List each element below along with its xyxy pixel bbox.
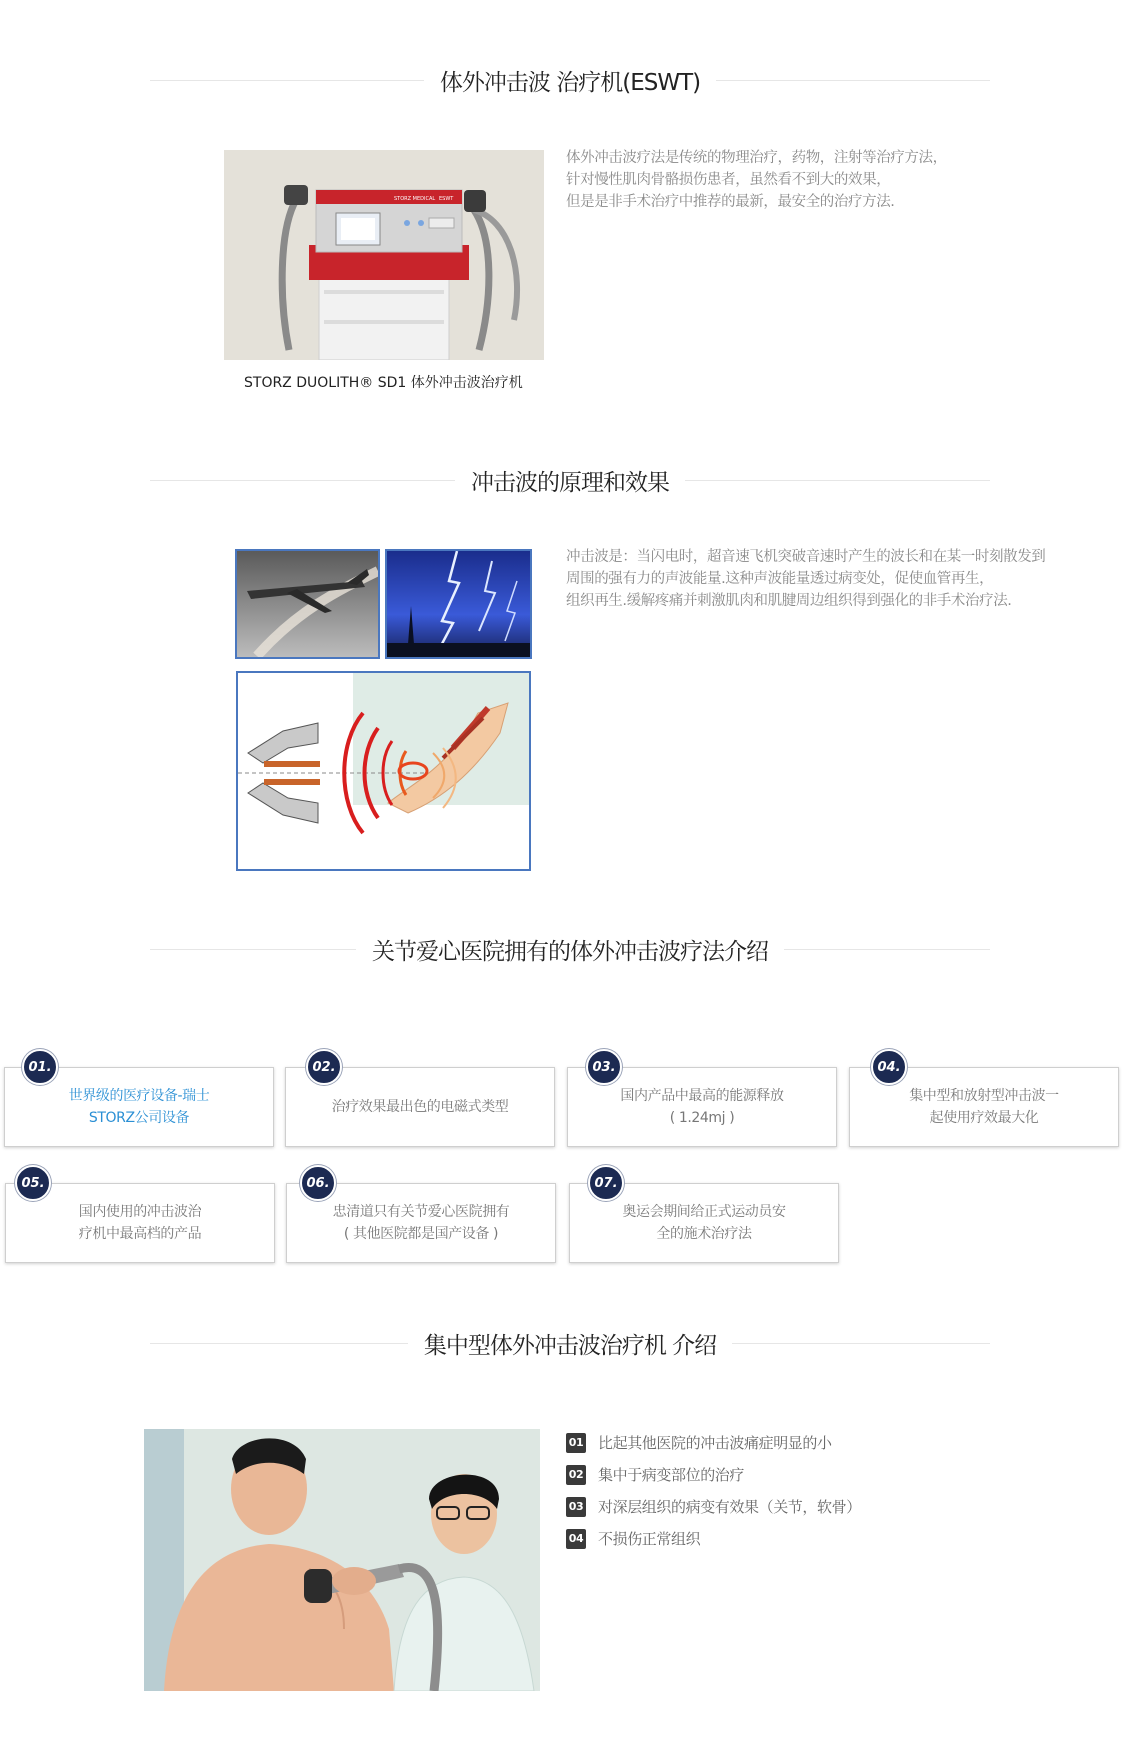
eswt-description: 体外冲击波疗法是传统的物理治疗，药物，注射等治疗方法， 针对慢性肌肉骨骼损伤患者，虽然看不到大的效果， 但是是非手术治疗中推荐的最新，最安全的治疗方法.: [566, 150, 947, 210]
focused-benefit-04: 04 不损伤正常组织: [566, 1528, 700, 1549]
feature-card-07: 奥运会期间给正式运动员安 全的施术治疗法: [569, 1183, 839, 1263]
feature-badge-04: 04.: [871, 1049, 907, 1085]
shockwave-diagram: [236, 671, 531, 871]
storz-machine-photo: [224, 150, 544, 360]
feature-card-01: 世界级的医疗设备-瑞士 STORZ公司设备: [4, 1067, 274, 1147]
section-title-focused-eswt: 集中型体外冲击波治疗机 介绍: [150, 1326, 990, 1360]
focused-benefit-02: 02 集中于病变部位的治疗: [566, 1464, 744, 1485]
svg-text:ESWT: ESWT: [439, 196, 454, 202]
principle-description: 冲击波是：当闪电时，超音速飞机突破音速时产生的波长和在某一时刻散发到 周围的强有力的声波能量.这种声波能量透过病变处，促使血管再生， 组织再生.缓解疼痛并刺激肌肉和肌腱周边组织得到强化的非手术治疗法.: [566, 549, 1046, 609]
feature-badge-01: 01.: [22, 1049, 58, 1085]
feature-card-02: 治疗效果最出色的电磁式类型: [285, 1067, 555, 1147]
section-title-features: 关节爱心医院拥有的体外冲击波疗法介绍: [150, 932, 990, 966]
feature-badge-03: 03.: [586, 1049, 622, 1085]
feature-badge-02: 02.: [306, 1049, 342, 1085]
treatment-photo: [144, 1429, 540, 1691]
section-title-principle: 冲击波的原理和效果: [150, 463, 990, 497]
feature-card-06: 忠清道只有关节爱心医院拥有 ( 其他医院都是国产设备 ): [286, 1183, 556, 1263]
machine-caption: STORZ DUOLITH® SD1 体外冲击波治疗机: [244, 375, 523, 391]
focused-benefit-03: 03 对深层组织的病变有效果（关节，软骨）: [566, 1496, 861, 1517]
feature-badge-05: 05.: [15, 1165, 51, 1201]
supersonic-jet-image: [235, 549, 380, 659]
feature-badge-07: 07.: [588, 1165, 624, 1201]
focused-benefit-01: 01 比起其他医院的冲击波痛症明显的小: [566, 1432, 832, 1453]
feature-card-03: 国内产品中最高的能源释放 ( 1.24mj ): [567, 1067, 837, 1147]
svg-text:STORZ MEDICAL: STORZ MEDICAL: [394, 196, 436, 202]
lightning-image: [385, 549, 532, 659]
feature-badge-06: 06.: [300, 1165, 336, 1201]
section-title-eswt: 体外冲击波 治疗机(ESWT): [150, 63, 990, 97]
feature-card-04: 集中型和放射型冲击波一 起使用疗效最大化: [849, 1067, 1119, 1147]
feature-card-05: 国内使用的冲击波治 疗机中最高档的产品: [5, 1183, 275, 1263]
